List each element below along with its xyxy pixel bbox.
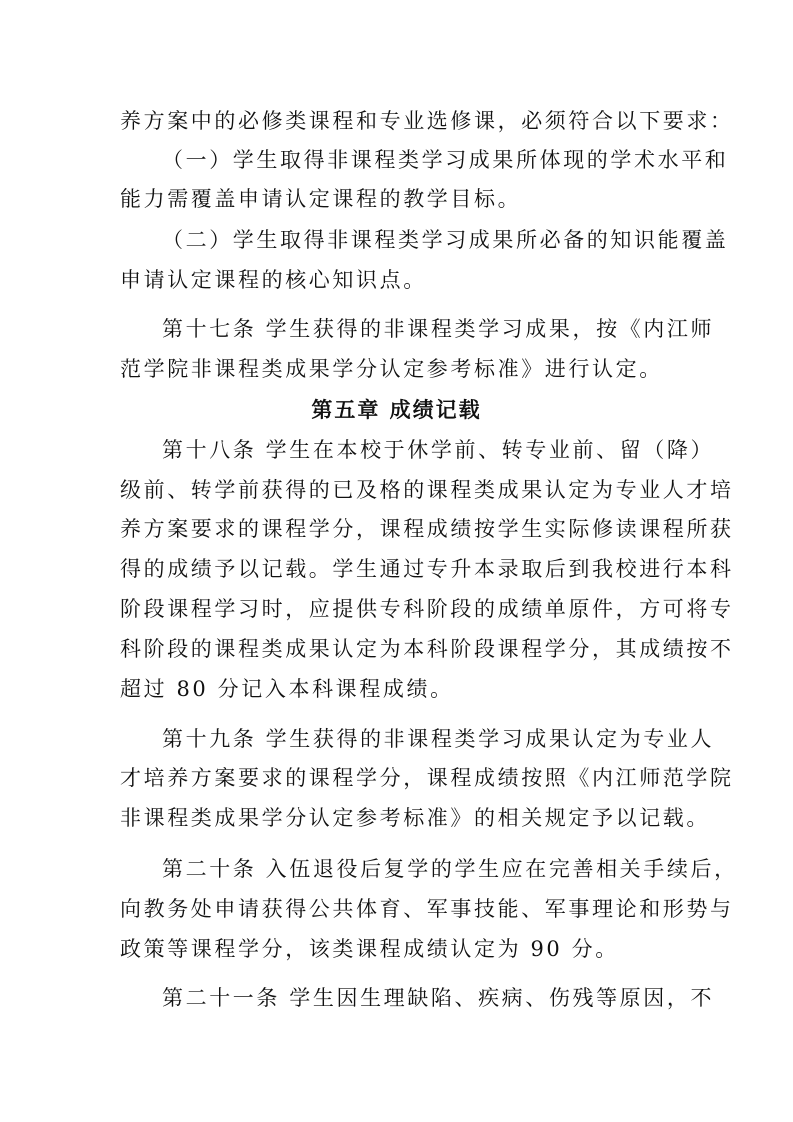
text-line-1: 养方案中的必修类课程和专业选修课，必须符合以下要求： bbox=[120, 109, 734, 133]
text-line-3: 能力需覆盖申请认定课程的教学目标。 bbox=[120, 187, 522, 211]
text-line-17: 非课程类成果学分认定参考标准》的相关规定予以记载。 bbox=[120, 806, 710, 830]
text-line-5: 申请认定课程的核心知识点。 bbox=[120, 268, 427, 292]
text-line-15: 第十九条 学生获得的非课程类学习成果认定为专业人 bbox=[162, 727, 715, 751]
text-line-12: 阶段课程学习时，应提供专科阶段的成绩单原件，方可将专 bbox=[120, 597, 734, 621]
text-line-4: （二）学生取得非课程类学习成果所必备的知识能覆盖 bbox=[162, 228, 729, 252]
text-line-18: 第二十条 入伍退役后复学的学生应在完善相关手续后， bbox=[162, 857, 738, 881]
text-line-8: 第十八条 学生在本校于休学前、转专业前、留（降） bbox=[162, 438, 715, 462]
text-line-7: 范学院非课程类成果学分认定参考标准》进行认定。 bbox=[120, 357, 663, 381]
text-line-9: 级前、转学前获得的已及格的课程类成果认定为专业人才培 bbox=[120, 478, 734, 502]
text-line-2: （一）学生取得非课程类学习成果所体现的学术水平和 bbox=[162, 148, 729, 172]
text-line-6: 第十七条 学生获得的非课程类学习成果，按《内江师 bbox=[162, 317, 715, 341]
chapter-heading: 第五章 成绩记载 bbox=[311, 398, 482, 422]
text-line-20: 政策等课程学分，该类课程成绩认定为 90 分。 bbox=[120, 937, 619, 961]
text-line-14: 超过 80 分记入本科课程成绩。 bbox=[120, 677, 454, 701]
text-line-11: 得的成绩予以记载。学生通过专升本录取后到我校进行本科 bbox=[120, 557, 734, 581]
text-line-19: 向教务处申请获得公共体育、军事技能、军事理论和形势与 bbox=[120, 897, 734, 921]
text-line-13: 科阶段的课程类成果认定为本科阶段课程学分，其成绩按不 bbox=[120, 637, 734, 661]
text-line-10: 养方案要求的课程学分，课程成绩按学生实际修读课程所获 bbox=[120, 517, 734, 541]
text-line-21: 第二十一条 学生因生理缺陷、疾病、伤残等原因，不 bbox=[162, 986, 715, 1010]
text-line-16: 才培养方案要求的课程学分，课程成绩按照《内江师范学院 bbox=[120, 766, 734, 790]
